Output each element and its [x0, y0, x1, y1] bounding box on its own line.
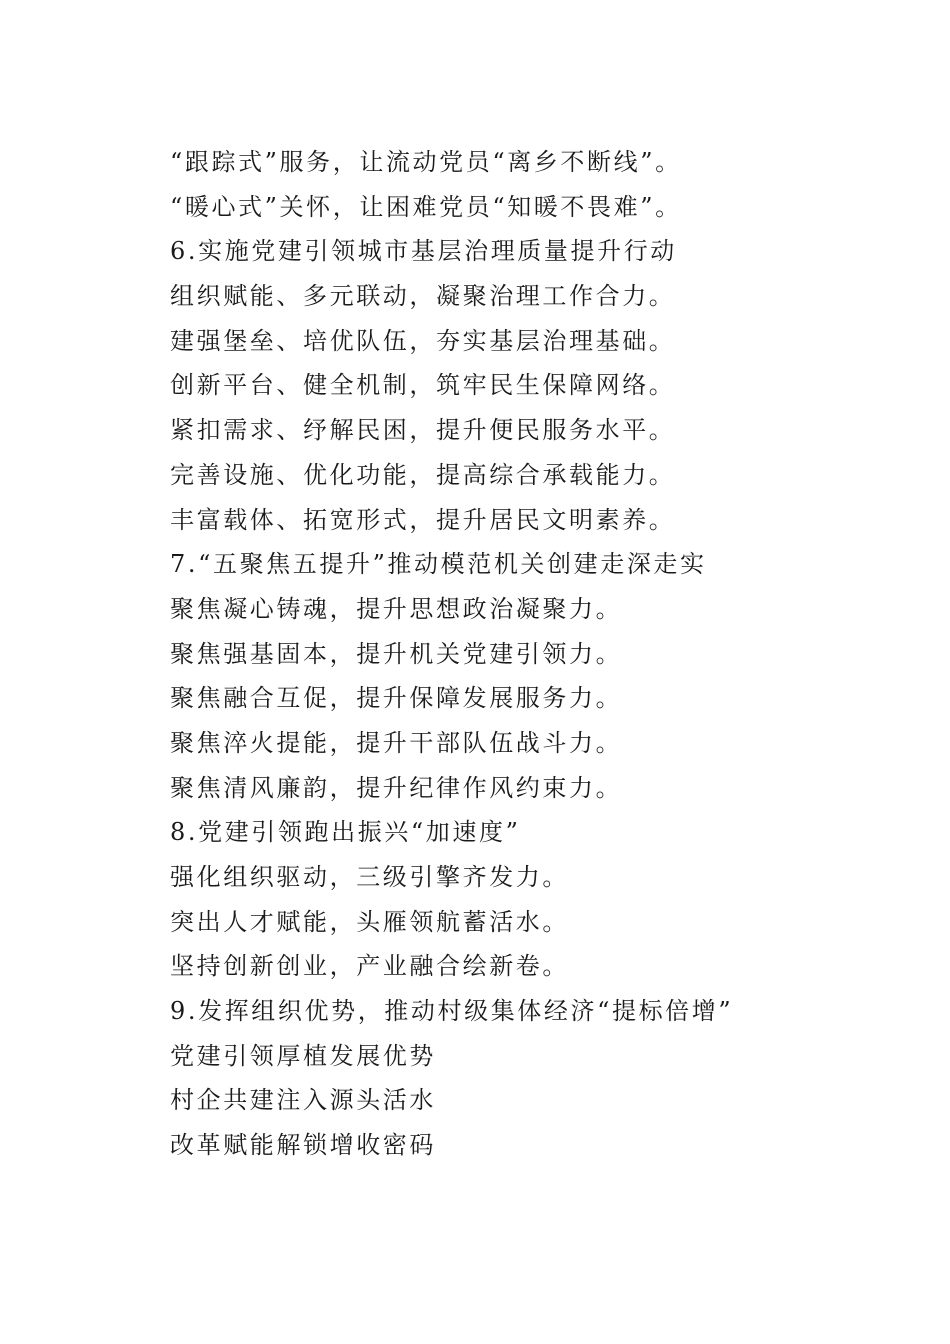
text-line: 创新平台、健全机制，筑牢民生保障网络。	[170, 371, 676, 400]
text-line: 突出人才赋能，头雁领航蓄活水。	[170, 907, 569, 936]
text-line: 聚焦凝心铸魂，提升思想政治凝聚力。	[170, 594, 623, 623]
text-line: 聚焦清风廉韵，提升纪律作风约束力。	[170, 773, 623, 802]
text-line: 组织赋能、多元联动，凝聚治理工作合力。	[170, 282, 676, 311]
text-line: 紧扣需求、纾解民困，提升便民服务水平。	[170, 416, 676, 445]
text-line: 聚焦融合互促，提升保障发展服务力。	[170, 684, 623, 713]
section-heading: 7.“五聚焦五提升”推动模范机关创建走深走实	[170, 550, 707, 579]
text-line: 聚焦淬火提能，提升干部队伍战斗力。	[170, 728, 623, 757]
text-line: “暖心式”关怀，让困难党员“知暖不畏难”。	[170, 192, 682, 221]
text-line: 聚焦强基固本，提升机关党建引领力。	[170, 639, 623, 668]
section-heading: 9.发挥组织优势，推动村级集体经济“提标倍增”	[170, 997, 734, 1026]
section-heading: 8.党建引领跑出振兴“加速度”	[170, 818, 521, 847]
section-heading: 6.实施党建引领城市基层治理质量提升行动	[170, 237, 677, 266]
text-line: 建强堡垒、培优队伍，夯实基层治理基础。	[170, 326, 676, 355]
text-line: 完善设施、优化功能，提高综合承载能力。	[170, 460, 676, 489]
document-body	[170, 140, 870, 1168]
text-line: 党建引领厚植发展优势	[170, 1041, 436, 1070]
text-line: 丰富载体、拓宽形式，提升居民文明素养。	[170, 505, 676, 534]
text-line: 坚持创新创业，产业融合绘新卷。	[170, 952, 569, 981]
text-line: 村企共建注入源头活水	[170, 1086, 436, 1115]
text-line: 改革赋能解锁增收密码	[170, 1131, 436, 1160]
text-line: “跟踪式”服务，让流动党员“离乡不断线”。	[170, 148, 682, 176]
text-line: 强化组织驱动，三级引擎齐发力。	[170, 863, 569, 891]
